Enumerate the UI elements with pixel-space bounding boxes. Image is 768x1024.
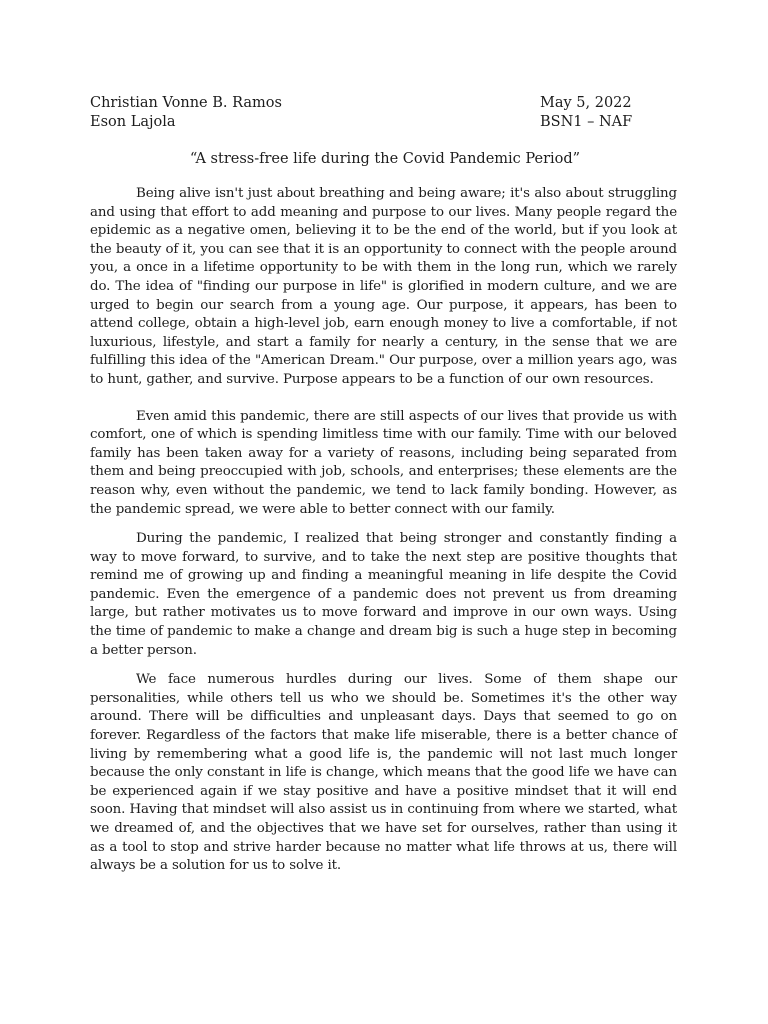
header-row-1 — [90, 94, 680, 113]
document-date: May 5, 2022 — [540, 95, 632, 111]
paragraph-4: We face numerous hurdles during our lives. Some of them shape our personalities, while others tell us who we should be. Sometimes it's the other way around. There will be difficulties and unpleasant days. Days that seemed to go on forever. Regardless of the factors that make life miserable, there is a better chance of living by remembering what a good life is, the pandemic will not last much longer because the only constant in life is change, which means that the good life we have can be experienced again if we stay positive and have a positive mindset that it will end soon. Having that mindset will also assist us in continuing from where we started, what we dreamed of, and the objectives that we have set for ourselves, rather than using it as a tool to stop and strive harder because no matter what life throws at us, there will always be a solution for us to solve it. — [90, 672, 677, 874]
document-title: “A stress-free life during the Covid Pandemic Period” — [189, 151, 581, 167]
author-name-2: Eson Lajola — [90, 114, 176, 130]
author-name-1: Christian Vonne B. Ramos — [90, 95, 282, 111]
paragraph-3: During the pandemic, I realized that being stronger and constantly finding a way to move forward, to survive, and to take the next step are positive thoughts that remind me of growing up and finding a meaningful meaning in life despite the Covid pandemic. Even the emergence of a pandemic does not prevent us from dreaming large, but rather motivates us to move forward and improve in our own ways. Using the time of pandemic to make a change and dream big is such a huge step in becoming a better person. — [90, 531, 677, 658]
document-body — [90, 185, 677, 876]
document-header — [90, 94, 680, 132]
course-section: BSN1 – NAF — [540, 114, 633, 130]
paragraph-2: Even amid this pandemic, there are still aspects of our lives that provide us with comfort, one of which is spending limitless time with our family. Time with our beloved family has been taken away for a variety of reasons, including being separated from them and being preoccupied with job, schools, and enterprises; these elements are the reason why, even without the pandemic, we tend to lack family bonding. However, as the pandemic spread, we were able to better connect with our family. — [90, 408, 677, 517]
paragraph-1: Being alive isn't just about breathing and being aware; it's also about struggling and using that effort to add meaning and purpose to our lives. Many people regard the epidemic as a negative omen, believing it to be the end of the world, but if you look at the beauty of it, you can see that it is an opportunity to connect with the people around you, a once in a lifetime opportunity to be with them in the long run, which we rarely do. The idea of "finding our purpose in life" is glorified in modern culture, and we are urged to begin our search from a young age. Our purpose, it appears, has been to attend college, obtain a high-level job, earn enough money to live a comfortable, if not luxurious, lifestyle, and start a family for nearly a century, in the sense that we are fulfilling this idea of the "American Dream." Our purpose, over a million years ago, was to hunt, gather, and survive. Purpose appears to be a function of our own resources. — [90, 186, 677, 387]
header-row-2 — [90, 113, 680, 132]
